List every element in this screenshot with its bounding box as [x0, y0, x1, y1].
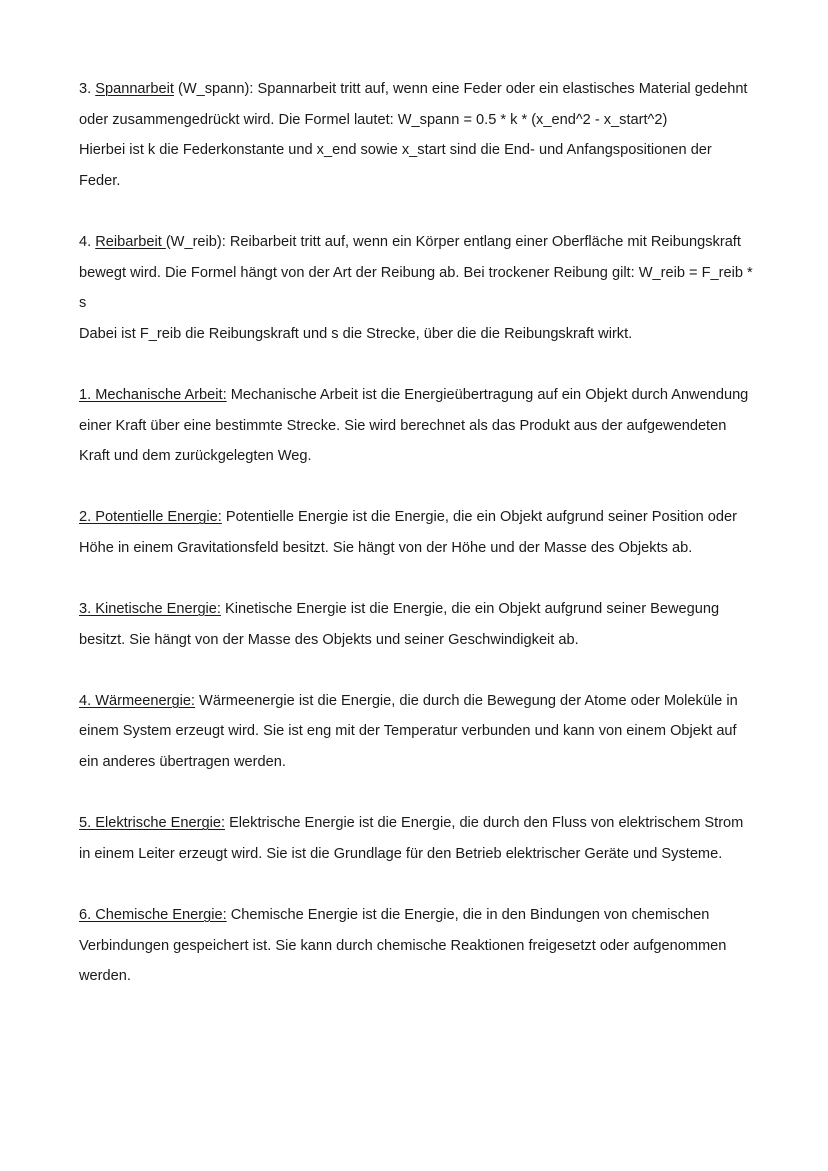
energy-item-chemische-energie	[79, 900, 755, 992]
spannarbeit-text: (W_spann): Spannarbeit tritt auf, wenn eine Feder oder ein elastisches Material gedehnt oder zusammengedrückt wird. Die Formel lautet: W_spann = 0.5 * k * (x_end^2 - x_start^2)	[79, 81, 748, 128]
energy-item-kinetische-energie	[79, 594, 755, 655]
paragraph-spacer	[79, 655, 755, 686]
reibarbeit-number: 4.	[79, 233, 96, 250]
energy-term: 5. Elektrische Energie:	[79, 815, 226, 832]
energy-text: Elektrische Energie ist die Energie, die durch den Fluss von elektrischem Strom in einem Leiter erzeugt wird. Sie ist die Grundlage für den Betrieb elektrischer Geräte und Systeme.	[79, 815, 744, 862]
energy-term: 1. Mechanische Arbeit:	[79, 386, 227, 403]
energy-term: 6. Chemische Energie:	[79, 907, 227, 924]
document-page	[79, 74, 755, 992]
energy-text: Wärmeenergie ist die Energie, die durch die Bewegung der Atome oder Moleküle in einem System erzeugt wird. Sie ist eng mit der Temperatur verbunden und kann von einem Objekt auf ein anderes übertragen werden.	[79, 692, 738, 771]
reibarbeit-text: (W_reib): Reibarbeit tritt auf, wenn ein Körper entlang einer Oberfläche mit Reibungskraft bewegt wird. Die Formel hängt von der Art der Reibung ab. Bei trockener Reibung gilt: W_reib = F_reib * s	[79, 233, 753, 312]
paragraph-spacer	[79, 349, 755, 380]
energy-item-elektrische-energie	[79, 808, 755, 869]
energy-item-waermeenergie	[79, 686, 755, 778]
reibarbeit-paragraph	[79, 227, 755, 319]
spannarbeit-paragraph	[79, 74, 755, 135]
energy-term: 2. Potentielle Energie:	[79, 509, 222, 526]
spannarbeit-term: Spannarbeit	[95, 81, 174, 97]
energy-text: Chemische Energie ist die Energie, die in den Bindungen von chemischen Verbindungen gespeichert ist. Sie kann durch chemische Reaktionen freigesetzt oder aufgenommen werden.	[79, 907, 727, 985]
paragraph-spacer	[79, 869, 755, 900]
reibarbeit-term: Reibarbeit	[95, 233, 166, 250]
energy-text: Kinetische Energie ist die Energie, die ein Objekt aufgrund seiner Bewegung besitzt. Sie hängt von der Masse des Objekts und seiner Geschwindigkeit ab.	[79, 601, 720, 648]
energy-item-potentielle-energie	[79, 502, 755, 563]
paragraph-spacer	[79, 564, 755, 595]
energy-text: Potentielle Energie ist die Energie, die ein Objekt aufgrund seiner Position oder Höhe in einem Gravitationsfeld besitzt. Sie hängt von der Höhe und der Masse des Objekts ab.	[79, 509, 737, 556]
energy-item-mechanische-arbeit	[79, 380, 755, 472]
energy-term: 3. Kinetische Energie:	[79, 601, 221, 618]
energy-text: Mechanische Arbeit ist die Energieübertragung auf ein Objekt durch Anwendung einer Kraft über eine bestimmte Strecke. Sie wird berechnet als das Produkt aus der aufgewendeten Kraft und dem zurückgelegten Weg.	[79, 386, 749, 465]
reibarbeit-explanation: Dabei ist F_reib die Reibungskraft und s die Strecke, über die die Reibungskraft wirkt.	[79, 325, 633, 342]
energy-term: 4. Wärmeenergie:	[79, 692, 195, 709]
paragraph-spacer	[79, 472, 755, 503]
paragraph-spacer	[79, 778, 755, 809]
spannarbeit-explanation: Hierbei ist k die Federkonstante und x_end sowie x_start sind die End- und Anfangspositionen der Feder.	[79, 142, 712, 189]
paragraph-spacer	[79, 196, 755, 227]
spannarbeit-number: 3.	[79, 81, 96, 97]
